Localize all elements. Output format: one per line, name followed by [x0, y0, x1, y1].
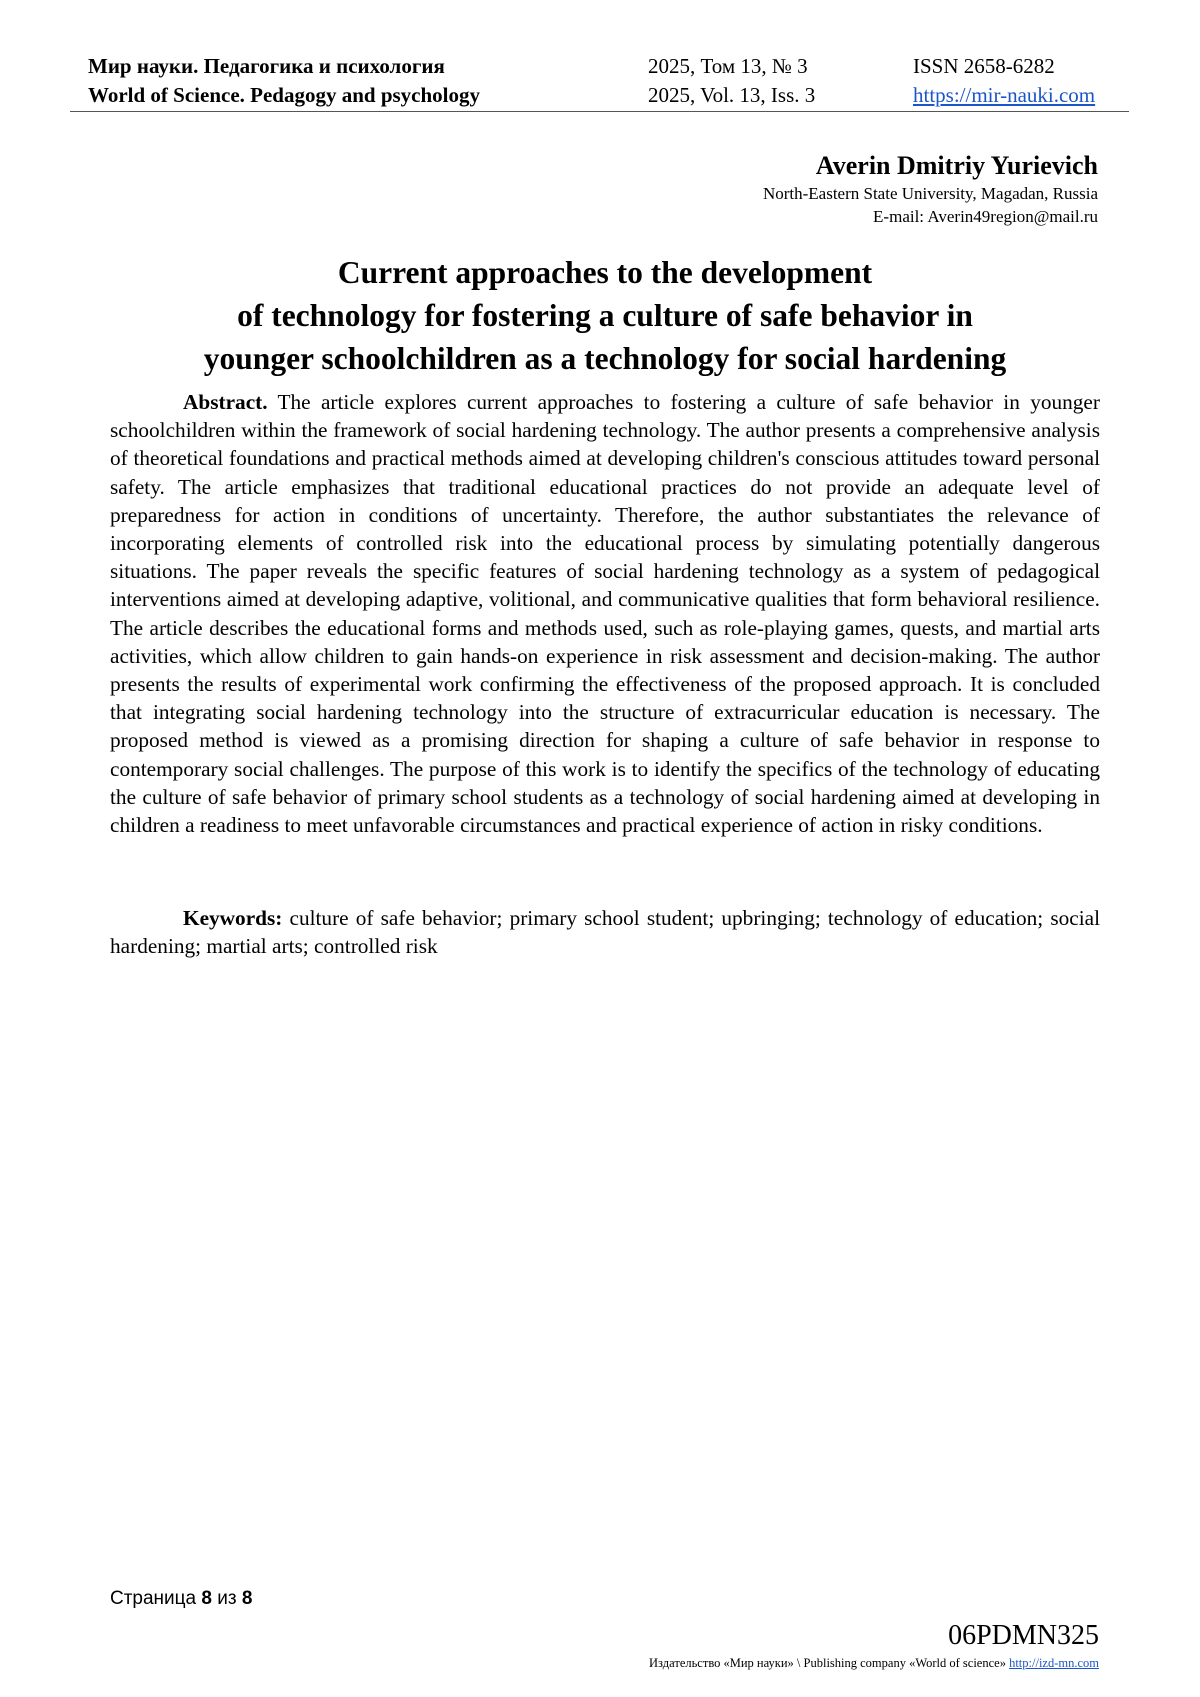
page-prefix: Страница [110, 1588, 197, 1609]
article-code: 06PDMN325 [948, 1620, 1099, 1651]
publisher-link[interactable]: http://izd-mn.com [1009, 1656, 1099, 1670]
page-of: из [217, 1588, 237, 1609]
publisher-text: Издательство «Мир науки» \ Publishing company «World of science» [649, 1656, 1006, 1670]
page-number [110, 1588, 252, 1610]
issue-info-block [648, 52, 815, 110]
page-total: 8 [241, 1588, 253, 1609]
page-current: 8 [201, 1588, 212, 1609]
author-email: E-mail: Averin49region@mail.ru [873, 207, 1098, 226]
abstract-text: The article explores current approaches to fostering a culture of safe behavior in younger schoolchildren within the framework of social hardening technology. The author presents a comprehensive analysis of theoretical foundations and practical methods aimed at developing children's conscious attitudes toward personal safety. The article emphasizes that traditional educational practices do not provide an adequate level of preparedness for action in conditions of uncertainty. Therefore, the author substantiates the relevance of incorporating elements of controlled risk into the educational process by simulating potentially dangerous situations. The paper reveals the specific features of social hardening technology as a system of pedagogical interventions aimed at developing adaptive, volitional, and communicative qualities that form behavioral resilience. The article describes the educational forms and methods used, such as role-playing games, quests, and martial arts activities, which allow children to gain hands-on experience in risk assessment and decision-making. The author presents the results of experimental work confirming the effectiveness of the proposed approach. It is concluded that integrating social hardening technology into the structure of extracurricular education is necessary. The proposed method is viewed as a promising direction for shaping a culture of safe behavior in response to contemporary social challenges. The purpose of this work is to identify the specifics of the technology of educating the culture of safe behavior of primary school students as a technology of social hardening aimed at developing in children a readiness to meet unfavorable circumstances and practical experience of action in risky conditions. [110, 390, 1100, 838]
publisher-line [649, 1656, 1099, 1671]
keywords-paragraph [110, 904, 1100, 960]
journal-website-link[interactable]: https://mir-nauki.com [913, 83, 1096, 107]
issue-info-en: 2025, Vol. 13, Iss. 3 [648, 83, 816, 107]
author-name: Averin Dmitriy Yurievich [815, 151, 1098, 180]
abstract-paragraph [110, 388, 1100, 839]
article-title [110, 251, 1100, 380]
keywords-text: culture of safe behavior; primary school student; upbringing; technology of education; social hardening; martial arts; controlled risk [110, 906, 1100, 959]
journal-name-en: World of Science. Pedagogy and psychology [88, 83, 481, 107]
title-line: Current approaches to the development [337, 255, 873, 290]
author-affiliation: North-Eastern State University, Magadan, Russia [762, 184, 1098, 203]
title-line: younger schoolchildren as a technology for social hardening [203, 341, 1007, 376]
header-divider [70, 111, 1129, 112]
journal-name-ru: Мир науки. Педагогика и психология [88, 54, 445, 78]
author-block [763, 150, 1098, 228]
journal-name-block [88, 52, 480, 110]
issn-block [913, 52, 1095, 110]
title-line: of technology for fostering a culture of safe behavior in [237, 298, 973, 333]
abstract-label: Abstract. [183, 390, 268, 414]
keywords-label: Keywords: [183, 906, 283, 930]
issn-number: ISSN 2658-6282 [913, 54, 1055, 78]
issue-info-ru: 2025, Том 13, № 3 [648, 54, 808, 78]
